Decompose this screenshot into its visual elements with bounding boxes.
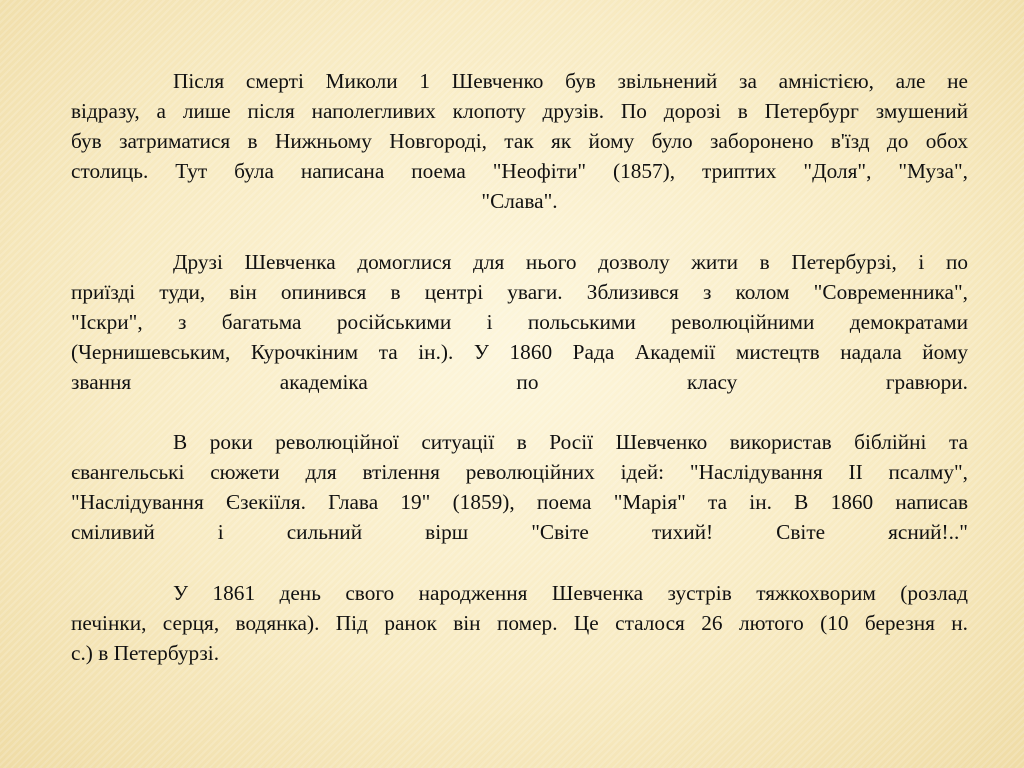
text-line: сміливий і сильний вірш "Світе тихий! Світе ясний!..": [71, 520, 968, 545]
text-line: євангельські сюжети для втілення революційних ідей: "Наслідування II псалму",: [71, 460, 968, 485]
paragraph-1: [71, 66, 968, 216]
text-line: столиць. Тут була написана поема "Неофіти" (1857), триптих "Доля", "Муза",: [71, 159, 968, 184]
text-line: був затриматися в Нижньому Новгороді, так як йому було заборонено в'їзд до обох: [71, 129, 968, 154]
paragraph-3: [71, 427, 968, 547]
text-line: приїзді туди, він опинився в центрі уваги. Зблизився з колом "Современника",: [71, 279, 968, 304]
text-line: Друзі Шевченка домоглися для нього дозволу жити в Петербурзі, і по: [173, 249, 968, 274]
slide-text-body: [71, 66, 968, 668]
text-line: печінки, серця, водянка). Під ранок він помер. Це сталося 26 лютого (10 березня н.: [71, 610, 968, 635]
paragraph-4: [71, 578, 968, 668]
text-line: (Чернишевським, Курочкіним та ін.). У 1860 Рада Академії мистецтв надала йому: [71, 339, 968, 364]
text-line: відразу, а лише після наполегливих клопоту друзів. По дорозі в Петербург змушений: [71, 99, 968, 124]
text-line: В роки революційної ситуації в Росії Шевченко використав біблійні та: [173, 430, 968, 455]
text-line: с.) в Петербурзі.: [71, 640, 220, 665]
text-line: Після смерті Миколи 1 Шевченко був звільнений за амністією, але не: [173, 69, 968, 93]
text-line: "Наслідування Єзекіїля. Глава 19" (1859), поема "Марія" та ін. В 1860 написав: [71, 490, 968, 515]
paragraph-2: [71, 247, 968, 397]
text-line: "Іскри", з багатьма російськими і польськими революційними демократами: [71, 309, 968, 334]
text-line: "Слава".: [481, 189, 558, 214]
text-line: звання академіка по класу гравюри.: [71, 369, 968, 394]
text-line: У 1861 день свого народження Шевченка зустрів тяжкохворим (розлад: [173, 580, 968, 605]
